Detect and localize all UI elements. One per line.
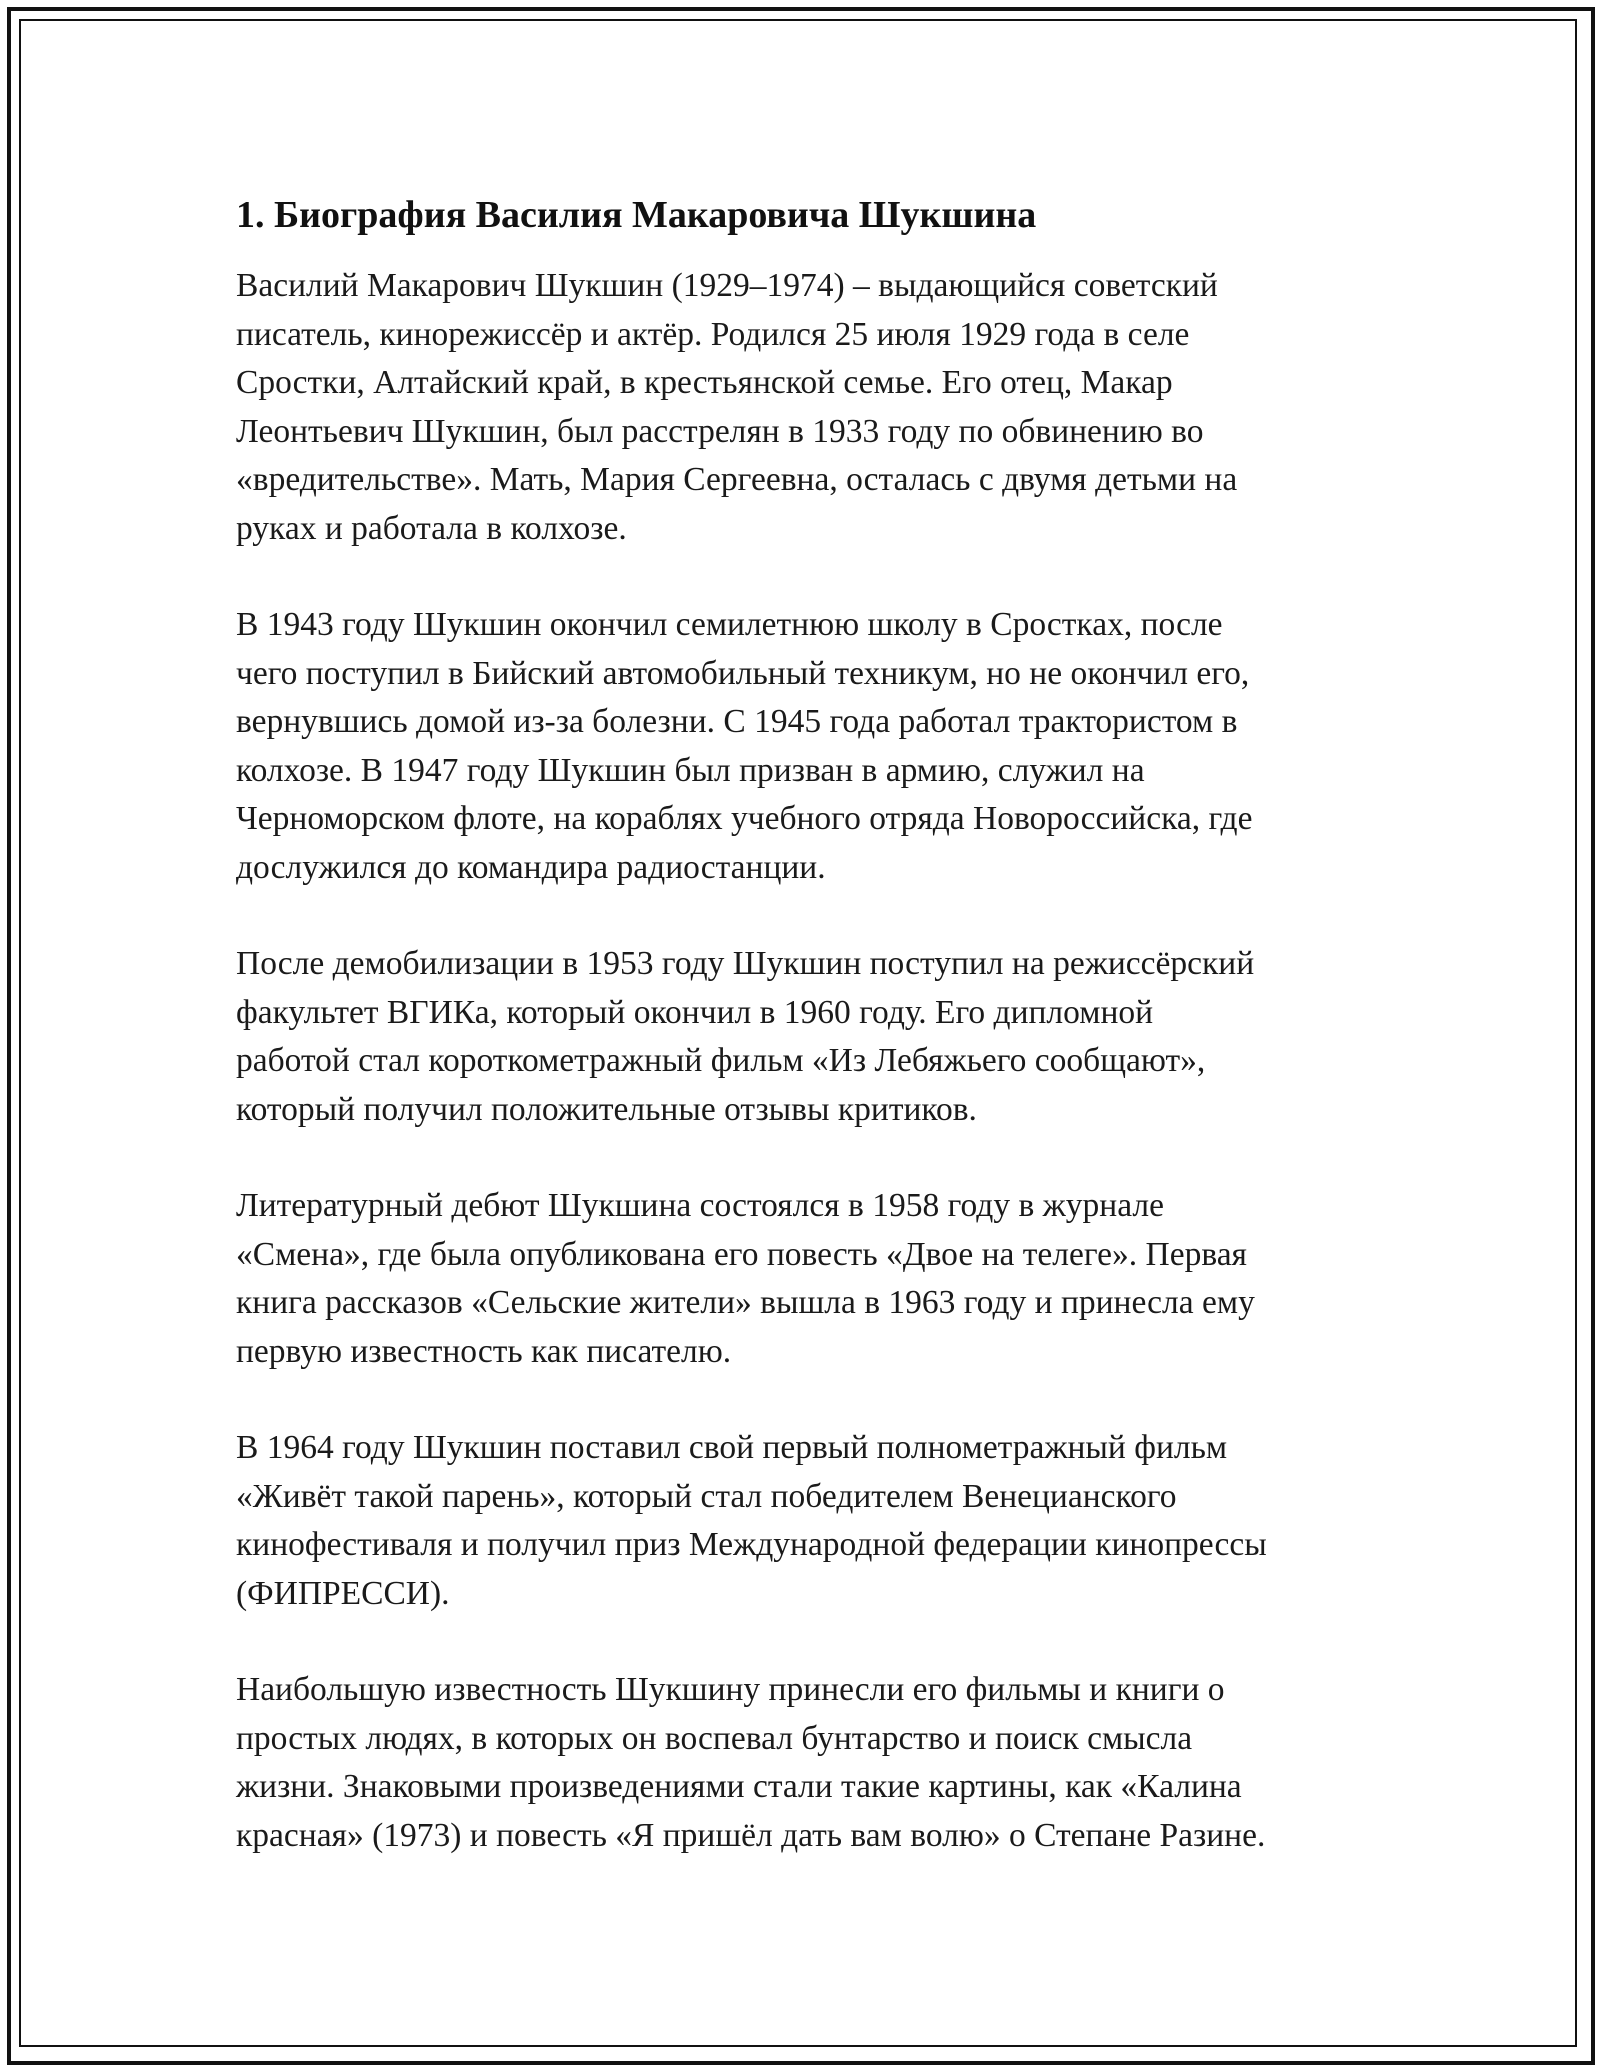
text-line: (ФИПРЕССИ). (236, 1574, 450, 1612)
text-line: В 1943 году Шукшин окончил семилетнюю школу в Сростках, после (236, 606, 1223, 643)
text-line: Наибольшую известность Шукшину принесли его фильмы и книги о (236, 1671, 1225, 1708)
text-line: работой стал короткометражный фильм «Из Лебяжьего сообщают», (236, 1042, 1206, 1079)
text-line: кинофестиваля и получил приз Международной федерации кинопрессы (236, 1526, 1267, 1563)
text-line: «Живёт такой парень», который стал победителем Венецианского (236, 1477, 1177, 1515)
text-line: руках и работала в колхозе. (236, 509, 627, 547)
text-line: Литературный дебют Шукшина состоялся в 1958 году в журнале (236, 1187, 1164, 1224)
document-body (236, 186, 1381, 1908)
text-line: «Смена», где была опубликована его повесть «Двое на телеге». Первая (236, 1235, 1247, 1273)
text-line: После демобилизации в 1953 году Шукшин поступил на режиссёрский (236, 945, 1255, 982)
text-line: факультет ВГИКа, который окончил в 1960 году. Его дипломной (236, 993, 1154, 1031)
text-line: первую известность как писателю. (236, 1332, 732, 1370)
text-line: Леонтьевич Шукшин, был расстрелян в 1933 году по обвинению во (236, 412, 1204, 450)
text-line: «вредительстве». Мать, Мария Сергеевна, осталась с двумя детьми на (236, 461, 1238, 498)
text-line: Черноморском флоте, на кораблях учебного отряда Новороссийска, где (236, 800, 1253, 837)
paragraph-early-life (236, 262, 1381, 553)
text-line: жизни. Знаковыми произведениями стали такие картины, как «Калина (236, 1768, 1242, 1805)
text-line: чего поступил в Бийский автомобильный техникум, но не окончил его, (236, 654, 1250, 692)
text-line: вернувшись домой из-за болезни. С 1945 года работал трактористом в (236, 703, 1238, 740)
text-line: В 1964 году Шукшин поставил свой первый полнометражный фильм (236, 1429, 1228, 1466)
paragraph-vgik (236, 940, 1381, 1134)
paragraph-fame (236, 1666, 1381, 1860)
text-line: красная» (1973) и повесть «Я пришёл дать вам волю» о Степане Разине. (236, 1816, 1266, 1854)
text-line: писатель, кинорежиссёр и актёр. Родился 25 июля 1929 года в селе (236, 315, 1190, 353)
paragraph-first-feature-film (236, 1424, 1381, 1618)
text-line: дослужился до командира радиостанции. (236, 848, 826, 886)
text-line: Сростки, Алтайский край, в крестьянской семье. Его отец, Макар (236, 364, 1173, 401)
text-line: простых людях, в которых он воспевал бунтарство и поиск смысла (236, 1719, 1193, 1757)
text-line: Василий Макарович Шукшин (1929–1974) – выдающийся советский (236, 267, 1218, 304)
section-heading: 1. Биография Василия Макаровича Шукшина (236, 194, 1037, 236)
paragraph-literary-debut (236, 1182, 1381, 1376)
paragraph-education-army (236, 601, 1381, 892)
text-line: который получил положительные отзывы критиков. (236, 1090, 977, 1128)
text-line: колхозе. В 1947 году Шукшин был призван в армию, служил на (236, 751, 1145, 789)
text-line: книга рассказов «Сельские жители» вышла в 1963 году и принесла ему (236, 1284, 1255, 1321)
